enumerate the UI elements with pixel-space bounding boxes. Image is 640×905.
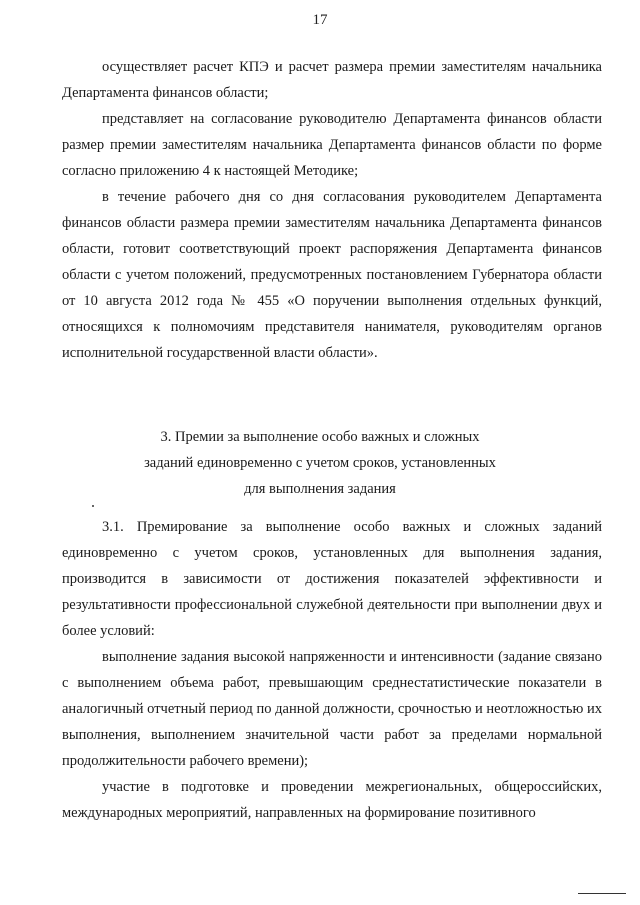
section-heading-line-2: заданий единовременно с учетом сроков, установленных bbox=[144, 455, 496, 471]
section-heading-line-3: для выполнения задания bbox=[244, 481, 396, 497]
section-heading-line-1: 3. Премии за выполнение особо важных и сложных bbox=[160, 429, 480, 445]
footer-line bbox=[578, 893, 626, 894]
page-number: 17 bbox=[312, 12, 328, 28]
paragraph-high-intensity-task: выполнение задания высокой напряженности и интенсивности (задание связано с выполнением объема работ, превышающим среднестатистические показатели в аналогичный отчетный период по данной должности, срочностью и неотложностью их выполнения, выполнением значительной части работ за пределами нормальной продолжительности рабочего времени); bbox=[62, 649, 603, 769]
paragraph-kpe-calculation: осуществляет расчет КПЭ и расчет размера премии заместителям начальника Департамента финансов области; bbox=[62, 59, 602, 101]
section-heading bbox=[0, 424, 640, 502]
paragraph-events-participation: участие в подготовке и проведении межрегиональных, общероссийских, международных мероприятий, направленных на формирование позитивного bbox=[62, 779, 602, 821]
paragraph-order-preparation: в течение рабочего дня со дня согласования руководителем Департамента финансов области размера премии заместителям начальника Департамента финансов области, готовит соответствующий проект распоряжения Департамента финансов области с учетом положений, предусмотренных постановлением Губернатора области от 10 августа 2012 года № 455 «О поручении выполнения отдельных функций, относящихся к полномочиям представителя нанимателя, руководителям органов исполнительной государственной власти области». bbox=[62, 189, 602, 361]
paragraph-approval-submission: представляет на согласование руководителю Департамента финансов области размер премии заместителям начальника Департамента финансов области по форме согласно приложению 4 к настоящей Методике; bbox=[62, 111, 602, 179]
paragraph-3-1: 3.1. Премирование за выполнение особо важных и сложных заданий единовременно с учетом сроков, установленных для выполнения задания, производится в зависимости от достижения показателей эффективности и результативности профессиональной служебной деятельности при выполнении двух и более условий: bbox=[62, 519, 602, 639]
scan-speck bbox=[92, 505, 94, 507]
